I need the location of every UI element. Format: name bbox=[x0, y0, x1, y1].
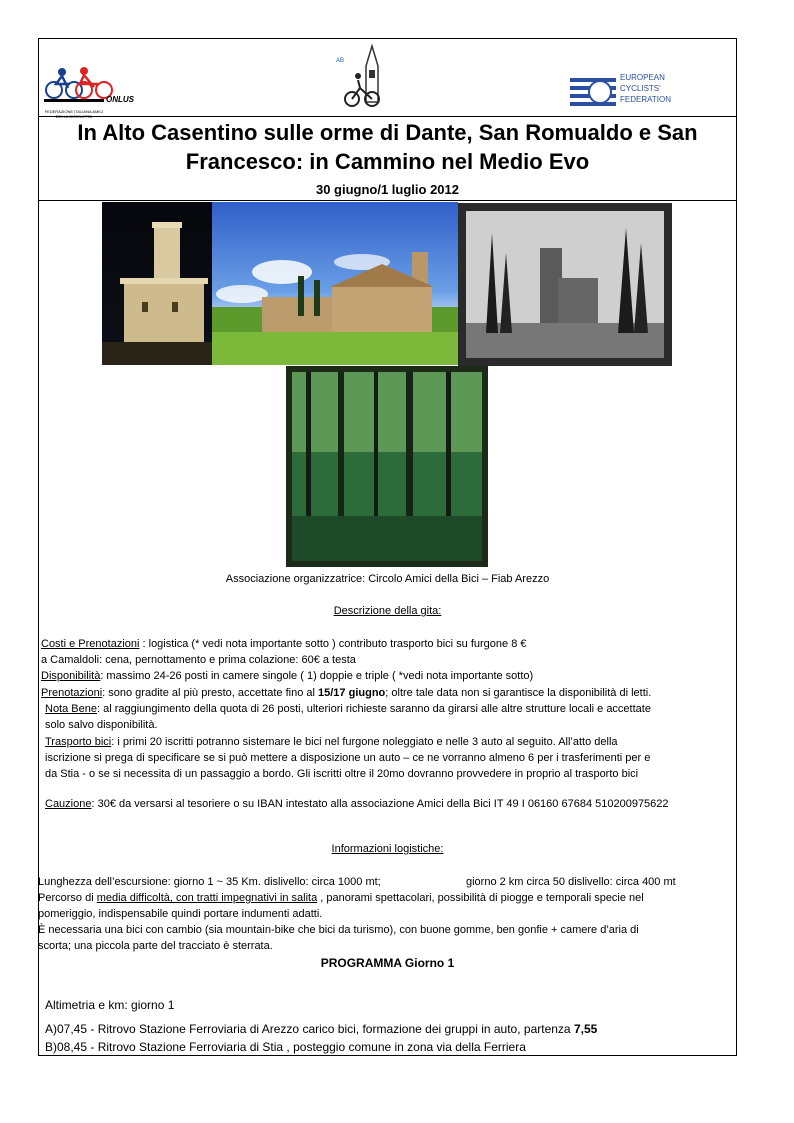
altimetria-line: Altimetria e km: giorno 1 bbox=[45, 998, 175, 1012]
costi-text-2: a Camaldoli: cena, pernottamento e prima colazione: 60€ a testa bbox=[41, 654, 356, 666]
ritrovo-b-line: B)08,45 - Ritrovo Stazione Ferroviaria di Stia , posteggio comune in zona via della Ferriera bbox=[45, 1040, 526, 1054]
header-divider bbox=[38, 116, 737, 117]
center-logo bbox=[332, 44, 392, 110]
nota-label: Nota Bene bbox=[45, 703, 97, 715]
title-divider bbox=[38, 200, 737, 201]
ecf-emblem-icon bbox=[570, 74, 616, 108]
info-line-1a: Lunghezza dell’escursione: giorno 1 ~ 35 Km. dislivello: circa 1000 mt; bbox=[38, 876, 381, 888]
costi-text-1: : logistica (* vedi nota importante sotto ) contributo trasporto bici su furgone 8 € bbox=[139, 638, 527, 650]
event-dates: 30 giugno/1 luglio 2012 bbox=[315, 182, 460, 197]
association-line: Associazione organizzatrice: Circolo Amici della Bici – Fiab Arezzo bbox=[225, 573, 550, 585]
info-line-4: È necessaria una bici con cambio (sia mountain-bike che bici da turismo), con buone gomme, ben gonfie + camere d’aria di bbox=[38, 924, 639, 936]
cauzione-label: Cauzione bbox=[45, 798, 92, 810]
nota-line bbox=[45, 701, 651, 717]
description-heading: Descrizione della gita: bbox=[333, 605, 442, 617]
ecf-line2: CYCLISTS' bbox=[620, 84, 661, 93]
prenotazioni-date: 15/17 giugno bbox=[318, 687, 386, 699]
nota-text-1: : al raggiungimento della quota di 26 posti, ulteriori richieste saranno da girarsi alle altre strutture locali e accettate bbox=[96, 703, 651, 715]
info-line-3: pomeriggio, indispensabile quindi portare indumenti adatti. bbox=[38, 908, 323, 920]
trasporto-label: Trasporto bici bbox=[45, 736, 112, 748]
prenotazioni-label: Prenotazioni bbox=[41, 687, 103, 699]
disponibilita-label: Disponibilità bbox=[41, 670, 101, 682]
trasporto-text-1: : i primi 20 iscritti potranno sistemare le bici nel furgone noleggiato e nelle 3 auto al seguito. All’atto della bbox=[111, 736, 618, 748]
nota-text-2: solo salvo disponibilità. bbox=[45, 719, 158, 731]
ritrovo-a-time: 7,55 bbox=[573, 1022, 598, 1036]
cyclist-tower-icon bbox=[332, 44, 392, 110]
disponibilita-text: : massimo 24-26 posti in camere singole ( 1) doppie e triple ( *vedi nota importante sotto) bbox=[100, 670, 534, 682]
cauzione-text: : 30€ da versarsi al tesoriere o su IBAN intestato alla associazione Amici della Bici IT 49 I 06160 67684 510200975622 bbox=[91, 798, 669, 810]
ecf-logo bbox=[570, 72, 680, 112]
tower-bw-photo bbox=[458, 203, 672, 366]
programma-heading: PROGRAMMA Giorno 1 bbox=[320, 956, 455, 970]
info-line-2u: media difficoltà, con tratti impegnativi in salita bbox=[96, 892, 318, 904]
info-heading: Informazioni logistiche: bbox=[331, 843, 444, 855]
title-line-1: In Alto Casentino sulle orme di Dante, San Romualdo e San bbox=[77, 120, 698, 145]
costi-label: Costi e Prenotazioni bbox=[41, 638, 140, 650]
ecf-line1: EUROPEAN bbox=[620, 73, 665, 82]
ecf-line3: FEDERATION bbox=[620, 95, 671, 104]
fiab-caption: FEDERAZIONE ITALIANA AMICI DELLA BICICLETTA bbox=[44, 109, 104, 119]
trasporto-text-2: iscrizione si prega di specificare se si può mettere a disposizione un auto – ce ne vorranno almeno 6 per i trasferimenti per e bbox=[45, 752, 651, 764]
info-line-2a: Percorso di bbox=[38, 892, 97, 904]
trasporto-text-3: da Stia - o se si necessita di un passaggio a bordo. Gli iscritti oltre il 20mo dovranno provvedere in proprio al trasporto bici bbox=[45, 768, 639, 780]
castle-night-photo bbox=[102, 202, 212, 365]
info-line-1b: giorno 2 km circa 50 dislivello: circa 400 mt bbox=[466, 876, 676, 888]
prenotazioni-text-a: : sono gradite al più presto, accettate fino al bbox=[102, 687, 319, 699]
page-title bbox=[40, 118, 735, 176]
fiab-logo bbox=[44, 62, 134, 119]
cauzione-line bbox=[45, 796, 669, 812]
svg-text:ONLUS: ONLUS bbox=[106, 95, 134, 104]
info-line-5: scorta; una piccola parte del tracciato è sterrata. bbox=[38, 940, 273, 952]
title-line-2: Francesco: in Cammino nel Medio Evo bbox=[185, 149, 590, 174]
ritrovo-a-line bbox=[45, 1021, 597, 1037]
costi-line bbox=[41, 636, 527, 652]
trasporto-line bbox=[45, 734, 618, 750]
cyclists-icon bbox=[44, 62, 134, 104]
forest-photo bbox=[286, 366, 488, 567]
svg-text:AB: AB bbox=[336, 58, 345, 64]
info-line-2 bbox=[38, 890, 644, 906]
ritrovo-a-text: A)07,45 - Ritrovo Stazione Ferroviaria di Arezzo carico bici, formazione dei gruppi in auto, partenza bbox=[45, 1022, 574, 1036]
abbey-photo bbox=[212, 202, 458, 365]
info-line-2b: , panorami spettacolari, possibilità di piogge e temporali specie nel bbox=[317, 892, 644, 904]
prenotazioni-line bbox=[41, 685, 651, 701]
prenotazioni-text-b: ; oltre tale data non si garantisce la disponibilità di letti. bbox=[385, 687, 652, 699]
disponibilita-line bbox=[41, 668, 533, 684]
